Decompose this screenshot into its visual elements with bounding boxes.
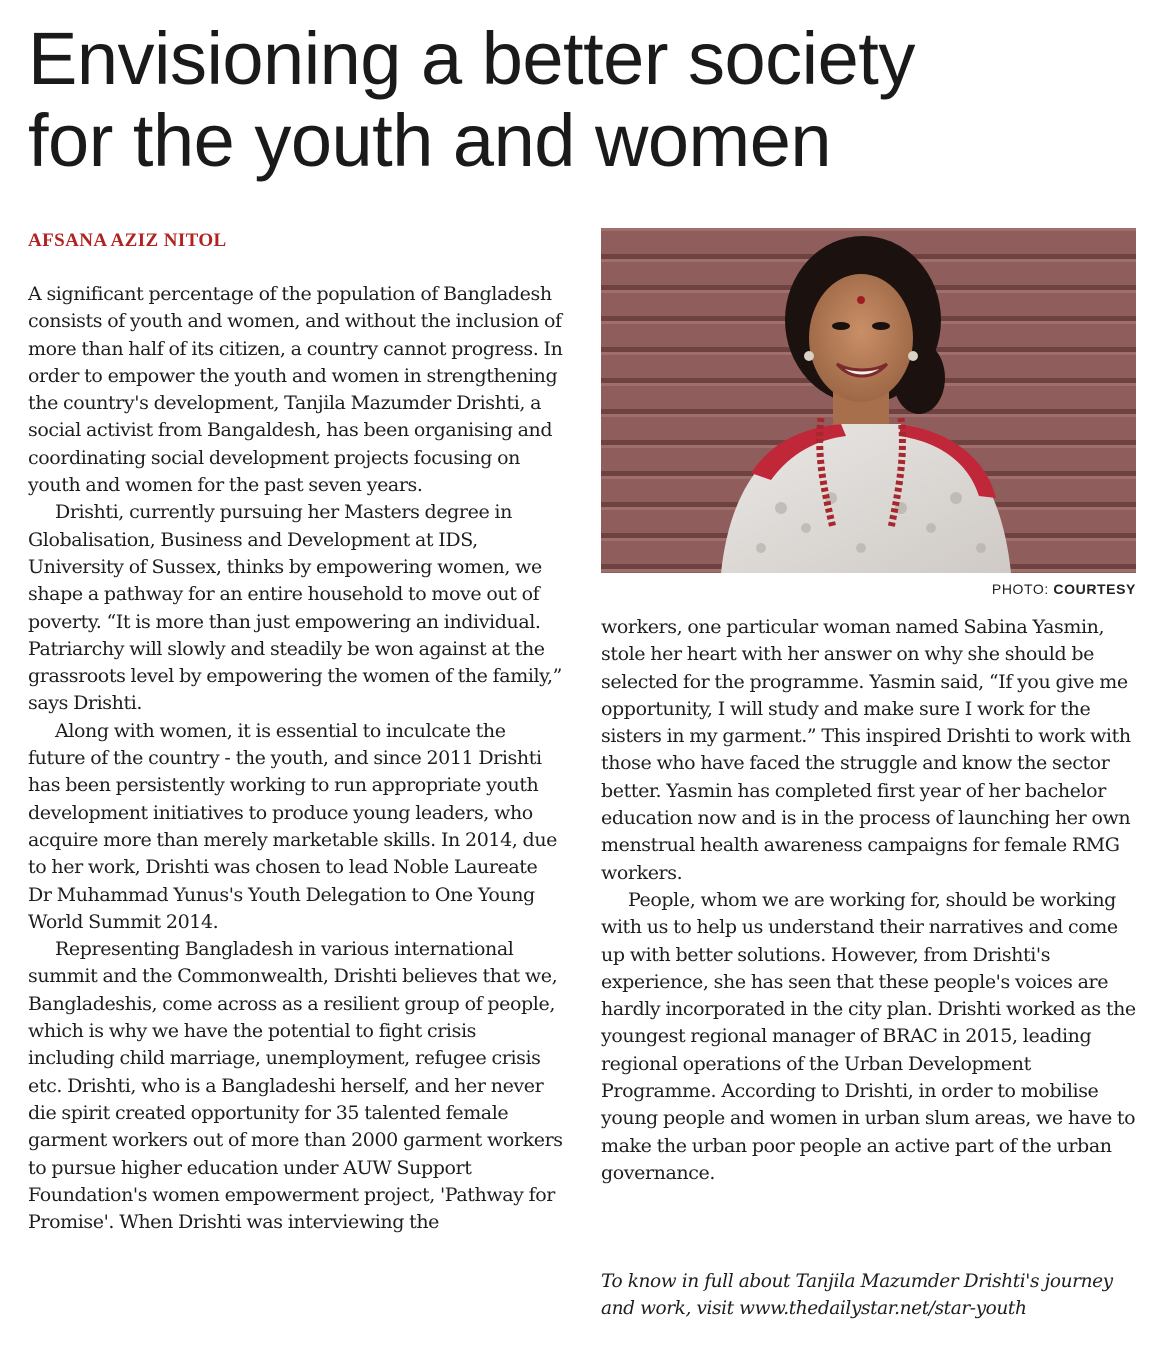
photo-credit bbox=[601, 581, 1136, 597]
paragraph: Representing Bangladesh in various international summit and the Commonwealth, Drishti believes that we, Bangladeshis, come across as a resilient group of people, which is why we have the potential to fight crisis including child marriage, unemployment, refugee crisis etc. Drishti, who is a Bangladeshi herself, and her never die spirit created opportunity for 35 talented female garment workers out of more than 2000 garment workers to pursue higher education under AUW Support Foundation's women empowerment project, 'Pathway for Promise'. When Drishti was interviewing the bbox=[28, 938, 563, 1234]
headline bbox=[28, 18, 1158, 182]
paragraph: A significant percentage of the population of Bangladesh consists of youth and women, and without the inclusion of more than half of its citizen, a country cannot progress. In order to empower the youth and women in strengthening the country's development, Tanjila Mazumder Drishti, a social activist from Bangaldesh, has been organising and coordinating social development projects focusing on youth and women for the past seven years. bbox=[28, 283, 563, 497]
paragraph: Along with women, it is essential to inculcate the future of the country - the youth, and since 2011 Drishti has been persistently working to run appropriate youth development initiatives to produce young leaders, who acquire more than merely marketable skills. In 2014, due to her work, Drishti was chosen to lead Noble Laureate Dr Muhammad Yunus's Youth Delegation to One Young World Summit 2014. bbox=[28, 719, 557, 933]
photo-credit-label: PHOTO: bbox=[991, 581, 1049, 597]
headline-line-1: Envisioning a better society bbox=[28, 17, 915, 100]
footnote-text: To know in full about Tanjila Mazumder Drishti's journey and work, visit www.thedailystar.net/star-youth bbox=[601, 1271, 1113, 1319]
left-column bbox=[28, 281, 563, 1236]
paragraph: People, whom we are working for, should be working with us to help us understand their narratives and come up with better solutions. However, from Drishti's experience, she has seen that these people's voices are hardly incorporated in the city plan. Drishti worked as the youngest regional manager of BRAC in 2015, leading regional operations of the Urban Development Programme. According to Drishti, in order to mobilise young people and women in urban slum areas, we have to make the urban poor people an active part of the urban governance. bbox=[601, 888, 1136, 1184]
photo-credit-value: COURTESY bbox=[1053, 581, 1136, 597]
byline: AFSANA AZIZ NITOL bbox=[28, 230, 227, 251]
portrait-illustration bbox=[601, 228, 1136, 573]
paragraph: workers, one particular woman named Sabina Yasmin, stole her heart with her answer on why she should be selected for the programme. Yasmin said, “If you give me opportunity, I will study and make sure I work for the sisters in my garment.” This inspired Drishti to work with those who have faced the struggle and know the sector better. Yasmin has completed first year of her bachelor education now and is in the process of launching her own menstrual health awareness campaigns for female RMG workers. bbox=[601, 616, 1131, 884]
footnote bbox=[601, 1268, 1141, 1322]
right-column bbox=[601, 614, 1136, 1187]
paragraph: Drishti, currently pursuing her Masters degree in Globalisation, Business and Development at IDS, University of Sussex, thinks by empowering women, we shape a pathway for an entire household to move out of poverty. “It is more than just empowering an individual. Patriarchy will slowly and steadily be won against at the grassroots level by empowering the women of the family,” says Drishti. bbox=[28, 501, 562, 715]
portrait-photo bbox=[601, 228, 1136, 573]
headline-line-2: for the youth and women bbox=[28, 99, 832, 182]
